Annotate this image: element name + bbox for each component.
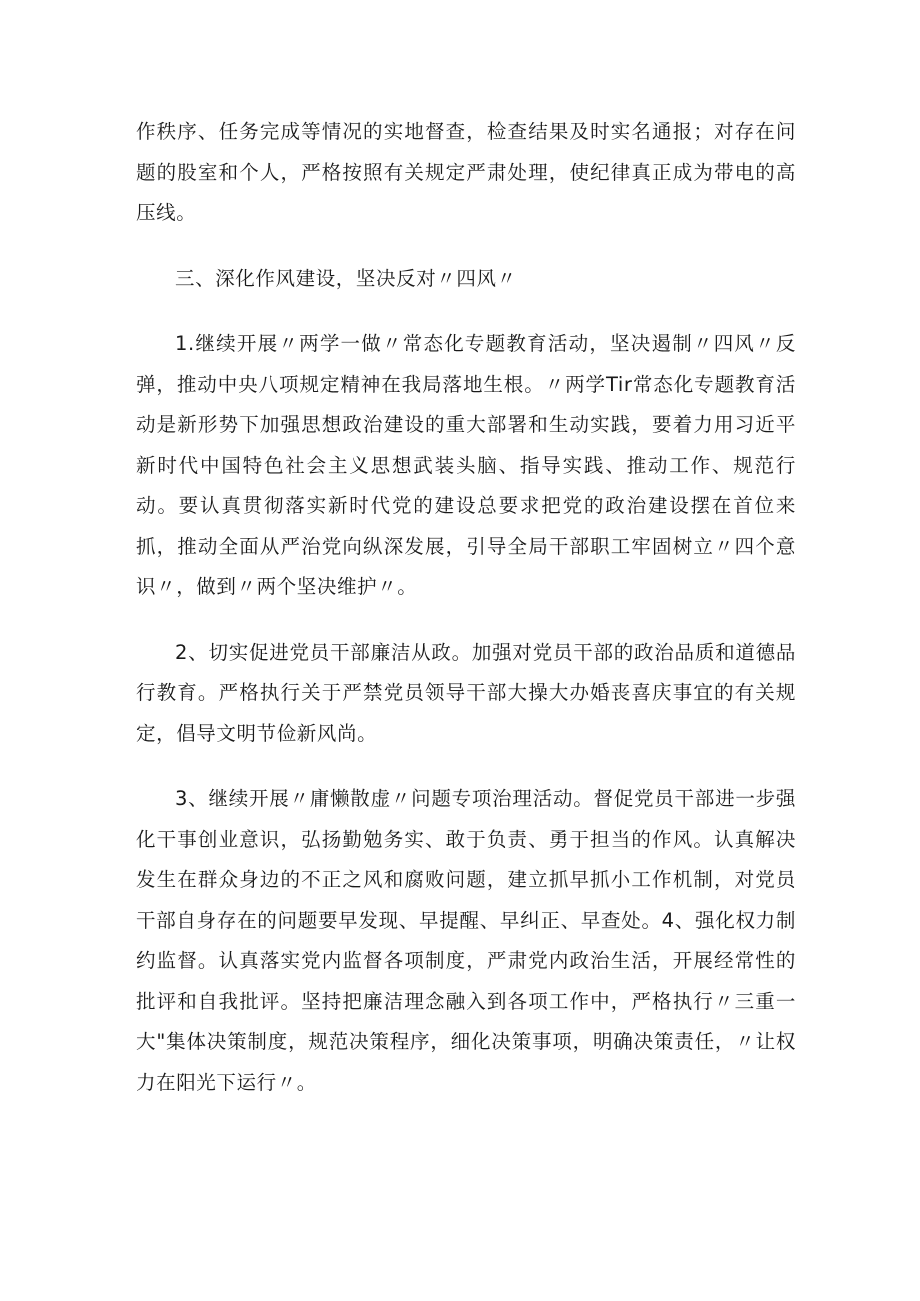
paragraph-continuation: 作秩序、任务完成等情况的实地督查，检查结果及时实名通报；对存在问题的股室和个人，严格按照有关规定严肃处理，使纪律真正成为带电的高压线。 [136, 120, 796, 224]
document-body [136, 112, 796, 1103]
paragraph-item-3: 3、继续开展〃庸懒散虚〃问题专项治理活动。督促党员干部进一步强化干事创业意识，弘扬勤勉务实、敢于负责、勇于担当的作风。认真解决发生在群众身边的不正之风和腐败问题，建立抓早抓小工作机制，对党员干部自身存在的问题要早发现、早提醒、早纠正、早查处。4、强化权力制约监督。认真落实党内监督各项制度，严肃党内政治生活，开展经常性的批评和自我批评。坚持把廉洁理念融入到各项工作中，严格执行〃三重一大"集体决策制度，规范决策程序，细化决策事项，明确决策责任，〃让权力在阳光下运行〃。 [136, 787, 796, 1094]
paragraph-item-2: 2、切实促进党员干部廉洁从政。加强对党员干部的政治品质和道德品行教育。严格执行关于严禁党员领导干部大操大办婚丧喜庆事宜的有关规定，倡导文明节俭新风尚。 [136, 640, 796, 745]
section-heading: 三、深化作风建设，坚决反对〃四风〃 [175, 266, 517, 290]
paragraph-item-1: 1.继续开展〃两学一做〃常态化专题教育活动，坚决遏制〃四风〃反弹，推动中央八项规定精神在我局落地生根。〃两学Tir常态化专题教育活动是新形势下加强思想政治建设的重大部署和生动实践，要着力用习近平新时代中国特色社会主义思想武装头脑、指导实践、推动工作、规范行动。要认真贯彻落实新时代党的建设总要求把党的政治建设摆在首位来抓，推动全面从严治党向纵深发展，引导全局干部职工牢固树立〃四个意识〃，做到〃两个坚决维护〃。 [136, 332, 796, 598]
